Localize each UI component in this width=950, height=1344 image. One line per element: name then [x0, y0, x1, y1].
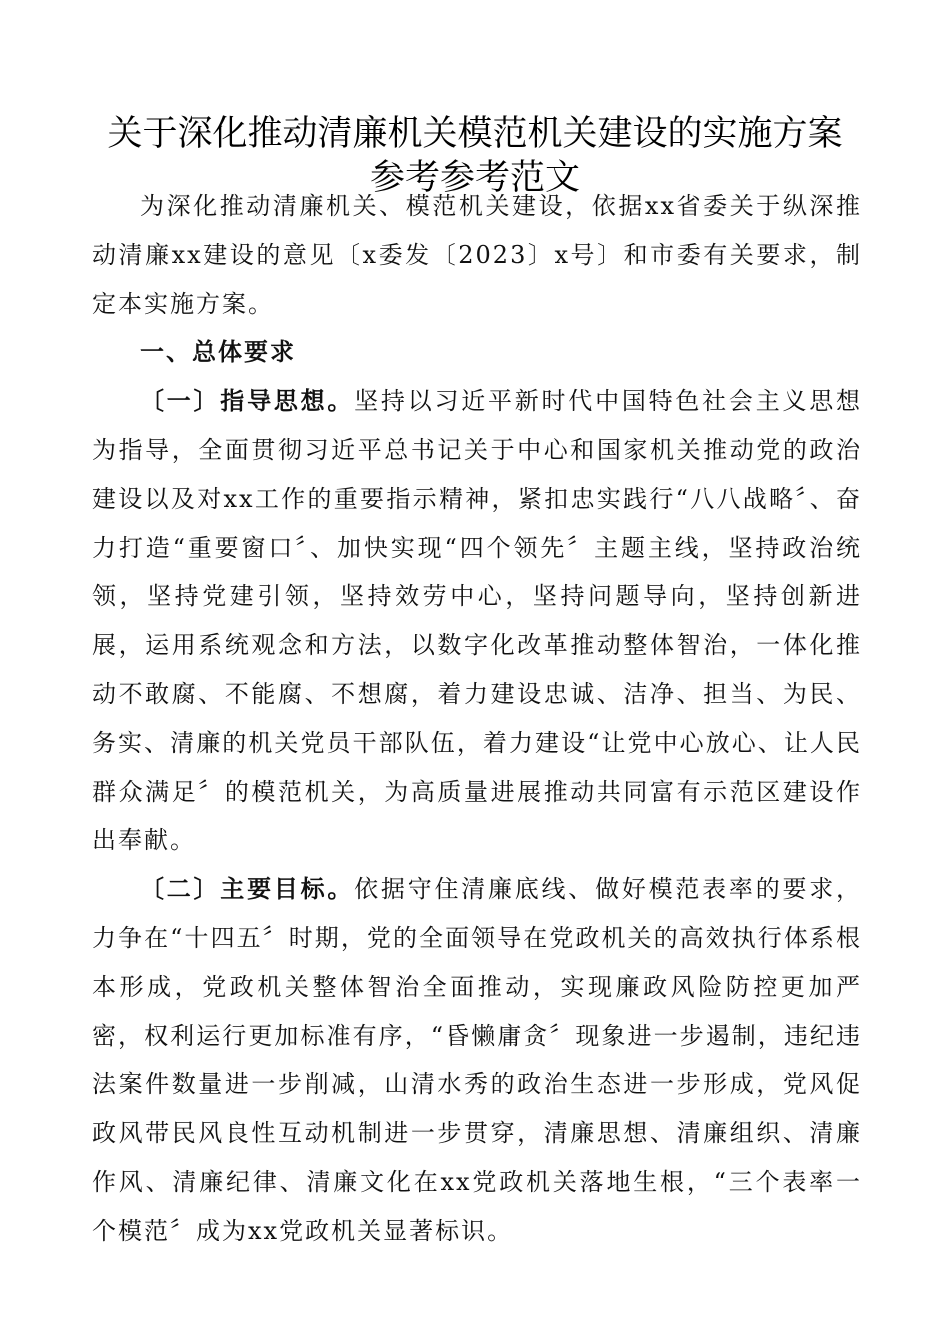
paragraph-text-main-goals: 依据守住清廉底线、做好模范表率的要求，力争在“十四五〞时期，党的全面领导在党政机关的高效执行体系根本形成，党政机关整体智治全面推动，实现廉政风险防控更加严密，权利运行更加标准有序，“昏懒庸贪〞现象进一步遏制，违纪违法案件数量进一步削减，山清水秀的政治生态进一步形成，党风促政风带民风良性互动机制进一步贯穿，清廉思想、清廉组织、清廉作风、清廉纪律、清廉文化在xx党政机关落地生根，“三个表率一个模范〞成为xx党政机关显著标识。	[92, 875, 863, 1245]
document-title-line-2: 参考参考范文	[369, 158, 580, 198]
document-body	[92, 182, 862, 1256]
section-heading-overall-requirements: 一、总体要求	[140, 338, 296, 367]
paragraph-lead-guiding-ideology: 〔一〕指导思想。	[140, 387, 355, 416]
paragraph-guiding-ideology	[92, 377, 862, 865]
document-title-line-1: 关于深化推动清廉机关模范机关建设的实施方案	[107, 114, 843, 154]
paragraph-text-guiding-ideology: 坚持以习近平新时代中国特色社会主义思想为指导，全面贯彻习近平总书记关于中心和国家机关推动党的政治建设以及对xx工作的重要指示精神，紧扣忠实践行“八八战略〞、奋力打造“重要窗口〞、加快实现“四个领先〞主题主线，坚持政治统领，坚持党建引领，坚持效劳中心，坚持问题导向，坚持创新进展，运用系统观念和方法，以数字化改革推动整体智治，一体化推动不敢腐、不能腐、不想腐，着力建设忠诚、洁净、担当、为民、务实、清廉的机关党员干部队伍，着力建设“让党中心放心、让人民群众满足〞的模范机关，为高质量进展推动共同富有示范区建设作出奉献。	[92, 387, 863, 855]
paragraph-lead-main-goals: 〔二〕主要目标。	[140, 875, 355, 904]
paragraph-main-goals	[92, 865, 862, 1255]
intro-paragraph: 为深化推动清廉机关、模范机关建设，依据xx省委关于纵深推动清廉xx建设的意见〔x委发〔2023〕x号〕和市委有关要求，制定本实施方案。	[92, 192, 862, 318]
